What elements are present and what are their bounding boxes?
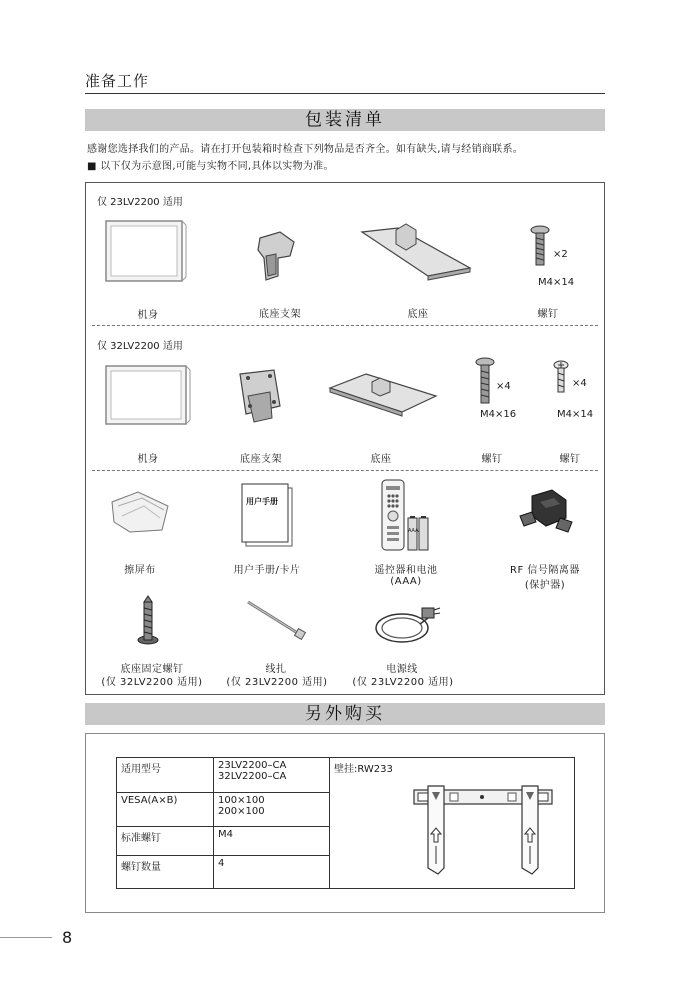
base-23-image <box>358 222 476 282</box>
cable-tie-label-sub: (仅 23LV2200 适用) <box>226 677 328 688</box>
group2-screw1-size: M4×16 <box>480 409 517 420</box>
tv-23-image <box>103 217 188 285</box>
spec-value-vesa-1: 100×100 <box>218 795 265 807</box>
group2-screw2-size: M4×14 <box>557 409 594 420</box>
base-32-image <box>326 370 440 420</box>
base-screw-image <box>136 594 160 648</box>
group2-screw1-count: ×4 <box>496 381 511 392</box>
spec-value-model-1: 23LV2200–CA <box>218 760 287 771</box>
group1-divider <box>92 325 598 326</box>
spec-value-model <box>214 758 330 793</box>
packing-list-banner: 包装清单 <box>85 109 605 131</box>
remote-label-aaa: (AAA) <box>390 576 422 587</box>
power-cord-image <box>372 600 442 648</box>
power-cord-label: 电源线 <box>386 664 418 675</box>
tv-32-image <box>103 362 193 428</box>
cable-tie-label: 线扎 <box>265 664 287 675</box>
spec-label-screw: 标准螺钉 <box>117 826 214 855</box>
group2-screw2-count: ×4 <box>572 378 587 389</box>
spec-label-model: 适用型号 <box>117 758 214 793</box>
group2-label-base: 底座 <box>370 454 392 465</box>
power-cord-label-sub: (仅 23LV2200 适用) <box>352 677 454 688</box>
spec-label-screw-count: 螺钉数量 <box>117 855 214 888</box>
intro-text: 感谢您选择我们的产品。请在打开包装箱时检查下列物品是否齐全。如有缺失,请与经销商联系。 <box>87 144 524 155</box>
spec-value-screw: M4 <box>214 826 330 855</box>
group1-screw-size: M4×14 <box>538 277 575 288</box>
group1-label-bracket: 底座支架 <box>259 309 301 320</box>
page-number: 8 <box>62 928 73 947</box>
rf-isolator-image <box>516 488 576 538</box>
spec-bracket-label: 壁挂:RW233 <box>334 764 393 775</box>
spec-value-model-2: 32LV2200–CA <box>218 771 287 782</box>
optional-purchase-banner: 另外购买 <box>85 703 605 725</box>
group2-label-screw2: 螺钉 <box>559 454 581 465</box>
user-manual-image <box>240 482 296 550</box>
spec-value-screw-count: 4 <box>214 855 330 888</box>
remote-label: 遥控器和电池 <box>374 565 438 576</box>
battery-label-text: AAA <box>408 528 419 534</box>
rf-isolator-label-sub: (保护器) <box>524 580 566 591</box>
rf-isolator-label: RF 信号隔离器 <box>510 565 580 576</box>
cleaning-cloth-image <box>108 488 172 534</box>
manual-cover-text: 用户手册 <box>246 497 278 506</box>
stand-bracket-23-image <box>250 228 300 288</box>
page-number-rule <box>0 937 52 938</box>
group1-label-screw: 螺钉 <box>537 309 559 320</box>
intro-note: ■ 以下仅为示意图,可能与实物不同,具体以实物为准。 <box>87 161 334 172</box>
spec-label-vesa: VESA(A×B) <box>117 793 214 826</box>
group1-screw-count: ×2 <box>553 249 568 260</box>
wall-bracket-image <box>410 784 556 876</box>
screw-m4x16-image <box>474 357 498 407</box>
spec-value-vesa <box>214 793 330 826</box>
group2-label-screw1: 螺钉 <box>481 454 503 465</box>
base-screw-label-sub: (仅 32LV2200 适用) <box>101 677 203 688</box>
section-title: 准备工作 <box>85 72 150 90</box>
group1-label-tv: 机身 <box>137 310 159 321</box>
manual-label: 用户手册/卡片 <box>233 565 301 576</box>
group2-title: 仅 32LV2200 适用 <box>97 341 183 352</box>
spec-value-vesa-2: 200×100 <box>218 806 265 818</box>
group1-label-base: 底座 <box>407 309 429 320</box>
group2-label-bracket: 底座支架 <box>240 454 282 465</box>
group1-title: 仅 23LV2200 适用 <box>97 197 183 208</box>
group2-label-tv: 机身 <box>137 454 159 465</box>
screw-m4x14-image <box>529 225 553 269</box>
section-rule <box>85 93 605 94</box>
base-screw-label: 底座固定螺钉 <box>120 664 184 675</box>
cloth-label: 擦屏布 <box>124 565 156 576</box>
cable-tie-image <box>244 598 310 642</box>
group2-divider <box>92 470 598 471</box>
remote-control-image <box>380 478 436 554</box>
stand-bracket-32-image <box>234 366 288 426</box>
screw-m4x14-32-image <box>553 360 571 396</box>
